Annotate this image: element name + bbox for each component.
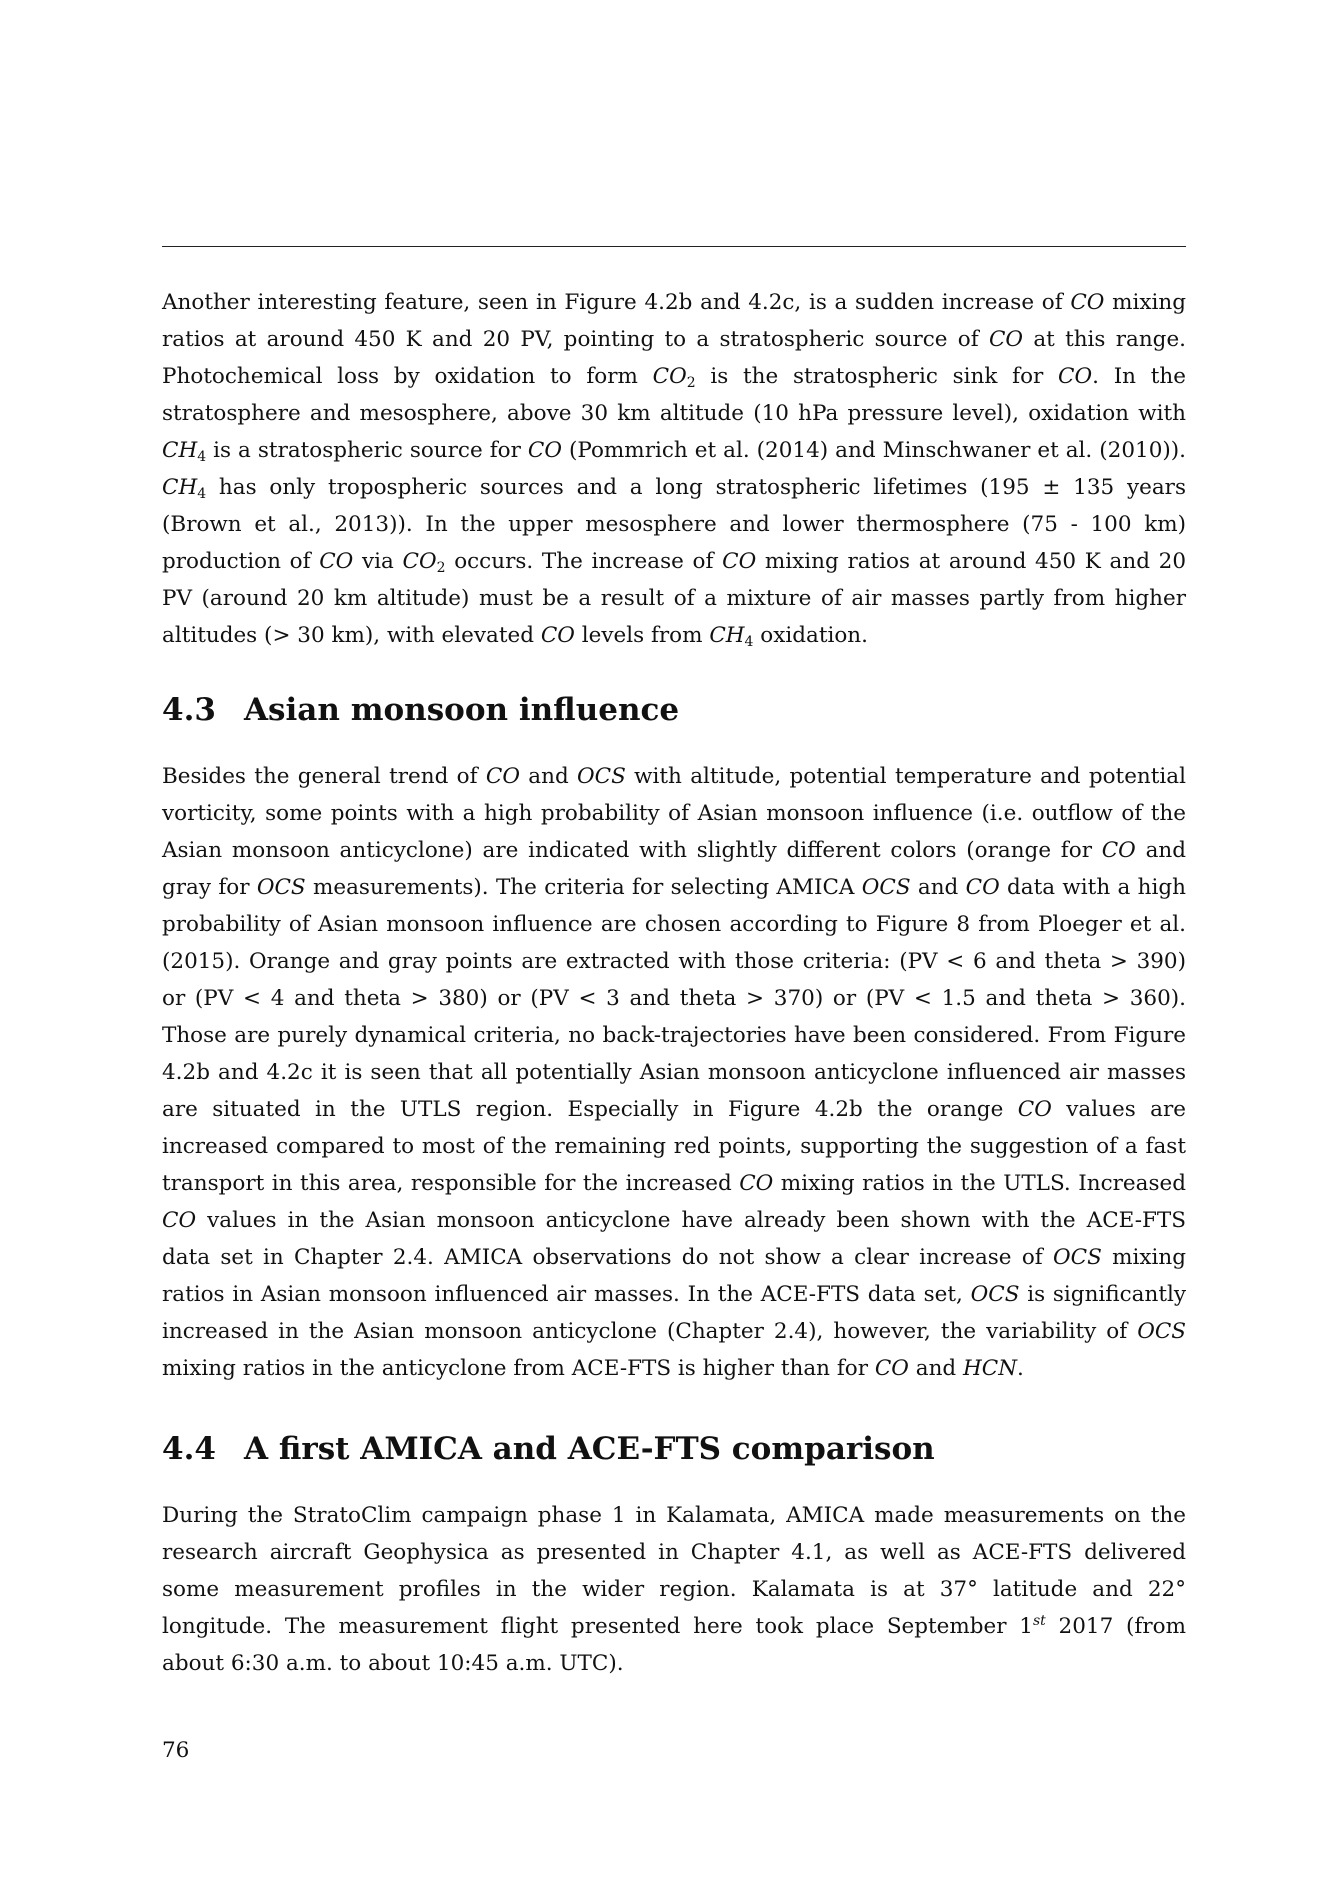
math-co: CO: [739, 1171, 774, 1196]
text-run: is a stratospheric source for: [206, 438, 528, 463]
math-co: CO: [1017, 1097, 1052, 1122]
math-ocs: OCS: [861, 875, 911, 900]
section-title: A first AMICA and ACE-FTS comparison: [244, 1431, 935, 1467]
text-run: is the stratospheric sink for: [695, 364, 1059, 389]
text-run: with altitude, potential temperature and potential vorticity, some points with a high probability of Asian monsoon influence (i.e. outflow of the Asian monsoon anticyclone) are indicated with slightly different colors (orange for: [162, 764, 1186, 863]
math-ocs: OCS: [1137, 1319, 1186, 1344]
math-ocs: OCS: [256, 875, 306, 900]
subscript: 2: [436, 560, 446, 576]
text-run: 2017 (from about 6:30 a.m. to about 10:45 a.m. UTC).: [162, 1614, 1186, 1676]
page-number: 76: [162, 1738, 190, 1763]
math-co: CO: [1070, 290, 1105, 315]
paragraph-amica-ace-fts: [162, 1497, 1186, 1682]
math-ch4: CH: [162, 475, 198, 500]
math-co: CO: [485, 764, 520, 789]
text-run: via: [353, 549, 403, 574]
text-run: mixing ratios at around 450 K and 20 PV (around 20 km altitude) must be a result of a mixture of air masses partly from higher altitudes (> 30 km), with elevated: [162, 549, 1186, 648]
text-run: During the StratoClim campaign phase 1 in Kalamata, AMICA made measurements on the research aircraft Geophysica as presented in Chapter 4.1, as well as ACE-FTS delivered some measurement profiles in the wider region. Kalamata is at 37° latitude and 22° longitude. The measurement flight presented here took place September 1: [162, 1503, 1186, 1639]
text-run: is significantly increased in the Asian monsoon anticyclone (Chapter 2.4), however, the variability of: [162, 1282, 1186, 1344]
subscript: 4: [744, 634, 754, 650]
math-ocs: OCS: [1053, 1245, 1102, 1270]
section-heading-4-3: [162, 690, 1186, 730]
paragraph-asian-monsoon: [162, 758, 1186, 1387]
text-run: oxidation.: [753, 623, 868, 648]
math-co: CO: [722, 549, 757, 574]
text-run: has only tropospheric sources and a long stratospheric lifetimes (195 ± 135 years (Brown et al., 2013)). In the upper mesosphere and lower thermosphere (75 - 100 km) production of: [162, 475, 1186, 574]
text-run: and: [910, 875, 966, 900]
math-co2: CO: [652, 364, 687, 389]
text-run: mixing ratios in the UTLS. Increased: [773, 1171, 1186, 1196]
math-ocs: OCS: [970, 1282, 1020, 1307]
text-run: at this range. Photochemical loss by oxidation to form: [162, 327, 1187, 389]
text-run: values in the Asian monsoon anticyclone have already been shown with the ACE-FTS data set in Chapter 2.4. AMICA observations do not show a clear increase of: [162, 1208, 1186, 1270]
subscript: 4: [197, 486, 207, 502]
section-heading-4-4: [162, 1429, 1186, 1469]
math-co: CO: [319, 549, 354, 574]
text-run: and: [908, 1356, 964, 1381]
math-co2: CO: [402, 549, 437, 574]
page-content: [162, 284, 1186, 1682]
math-co: CO: [1101, 838, 1136, 863]
math-co: CO: [162, 1208, 197, 1233]
text-run: levels from: [574, 623, 710, 648]
text-run: . In the stratosphere and mesosphere, above 30 km altitude (10 hPa pressure level), oxidation with: [162, 364, 1186, 426]
math-co: CO: [1058, 364, 1093, 389]
text-run: Another interesting feature, seen in Figure 4.2b and 4.2c, is a sudden increase of: [162, 290, 1071, 315]
math-co: CO: [527, 438, 562, 463]
text-run: occurs. The increase of: [445, 549, 723, 574]
text-run: (Pommrich et al. (2014) and Minschwaner et al. (2010)).: [561, 438, 1186, 463]
math-co: CO: [874, 1356, 909, 1381]
math-ocs: OCS: [577, 764, 626, 789]
section-title: Asian monsoon influence: [244, 692, 680, 728]
text-run: mixing ratios at around 450 K and 20 PV, pointing to a stratospheric source of: [162, 290, 1186, 352]
paragraph-co-increase: [162, 284, 1186, 654]
math-co: CO: [988, 327, 1024, 352]
superscript: st: [1032, 1613, 1046, 1629]
text-run: measurements). The criteria for selecting AMICA: [305, 875, 862, 900]
subscript: 2: [686, 375, 696, 391]
header-rule: [162, 246, 1186, 247]
section-number: 4.4: [162, 1431, 216, 1467]
text-run: mixing ratios in Asian monsoon influenced air masses. In the ACE-FTS data set,: [162, 1245, 1186, 1307]
text-run: Besides the general trend of: [162, 764, 486, 789]
text-run: data with a high probability of Asian monsoon influence are chosen according to Figure 8 from Ploeger et al. (2015). Orange and gray points are extracted with those criteria: (PV < 6 and theta > 390) or (PV < 4 and theta > 380) or (PV < 3 and theta > 370) or (PV < 1.5 and theta > 360). Those are purely dynamical criteria, no back-trajectories have been considered. From Figure 4.2b and 4.2c it is seen that all potentially Asian monsoon anticyclone influenced air masses are situated in the UTLS region. Especially in Figure 4.2b the orange: [162, 875, 1186, 1122]
math-co: CO: [965, 875, 1000, 900]
text-run: and: [519, 764, 578, 789]
math-ch4: CH: [709, 623, 745, 648]
text-run: .: [1017, 1356, 1024, 1381]
text-run: and gray for: [162, 838, 1186, 900]
text-run: mixing ratios in the anticyclone from ACE-FTS is higher than for: [162, 1356, 875, 1381]
subscript: 4: [197, 449, 207, 465]
math-ch4: CH: [162, 438, 198, 463]
math-co: CO: [540, 623, 575, 648]
section-number: 4.3: [162, 692, 216, 728]
text-run: values are increased compared to most of the remaining red points, supporting the suggestion of a fast transport in this area, responsible for the increased: [162, 1097, 1186, 1196]
math-hcn: HCN: [963, 1356, 1018, 1381]
